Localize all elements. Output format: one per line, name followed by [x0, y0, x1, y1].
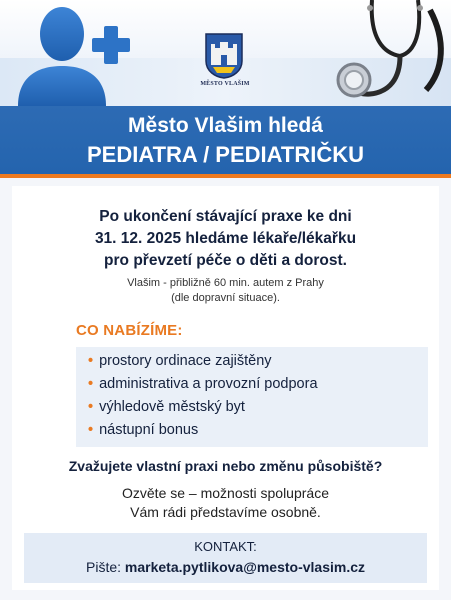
list-item — [88, 350, 318, 373]
offer-item-label: administrativa a provozní podpora — [99, 376, 318, 392]
intro-line2: 31. 12. 2025 hledáme lékaře/lékařku — [94, 230, 357, 247]
reply-line1: Ozvěte se – možnosti spolupráce — [122, 485, 329, 501]
note-line2: (dle dopravní situace). — [171, 292, 280, 304]
reply-line2: Vám rádi představíme osobně. — [130, 504, 321, 520]
list-item — [88, 396, 318, 419]
contact-title: KONTAKT: — [194, 539, 257, 554]
question-text: Zvažujete vlastní praxi nebo změnu působiště? — [68, 458, 383, 474]
intro-line3: pro převzetí péče o děti a dorost. — [104, 252, 347, 269]
list-item — [88, 419, 318, 442]
header-banner — [0, 0, 451, 106]
town-crest-icon — [205, 33, 243, 79]
contact-email-link[interactable]: marketa.pytlikova@mesto-vlasim.cz — [124, 559, 365, 575]
offer-title: CO NABÍZÍME: — [76, 322, 183, 339]
contact-prefix: Pište: — [86, 559, 125, 575]
person-plus-icon — [0, 0, 150, 106]
bullet-icon: • — [88, 353, 94, 369]
crest-name: MĚSTO VLAŠIM — [200, 81, 250, 87]
offer-list — [88, 350, 318, 442]
contact-line — [24, 559, 427, 575]
intro-text — [12, 206, 439, 272]
bullet-icon: • — [88, 422, 94, 438]
location-note — [12, 276, 439, 306]
list-item — [88, 373, 318, 396]
title-line2: PEDIATRA / PEDIATRIČKU — [86, 142, 365, 167]
bullet-icon: • — [88, 376, 94, 392]
note-line1: Vlašim - přibližně 60 min. autem z Prahy — [127, 277, 324, 289]
stethoscope-icon — [330, 0, 451, 106]
reply-text — [12, 484, 439, 522]
title-line1: Město Vlašim hledá — [128, 114, 323, 137]
offer-item-label: prostory ordinace zajištěny — [99, 353, 272, 369]
offer-item-label: výhledově městský byt — [99, 399, 245, 415]
orange-divider — [0, 174, 451, 178]
bullet-icon: • — [88, 399, 94, 415]
intro-line1: Po ukončení stávající praxe ke dni — [99, 208, 352, 225]
offer-item-label: nástupní bonus — [99, 422, 199, 438]
